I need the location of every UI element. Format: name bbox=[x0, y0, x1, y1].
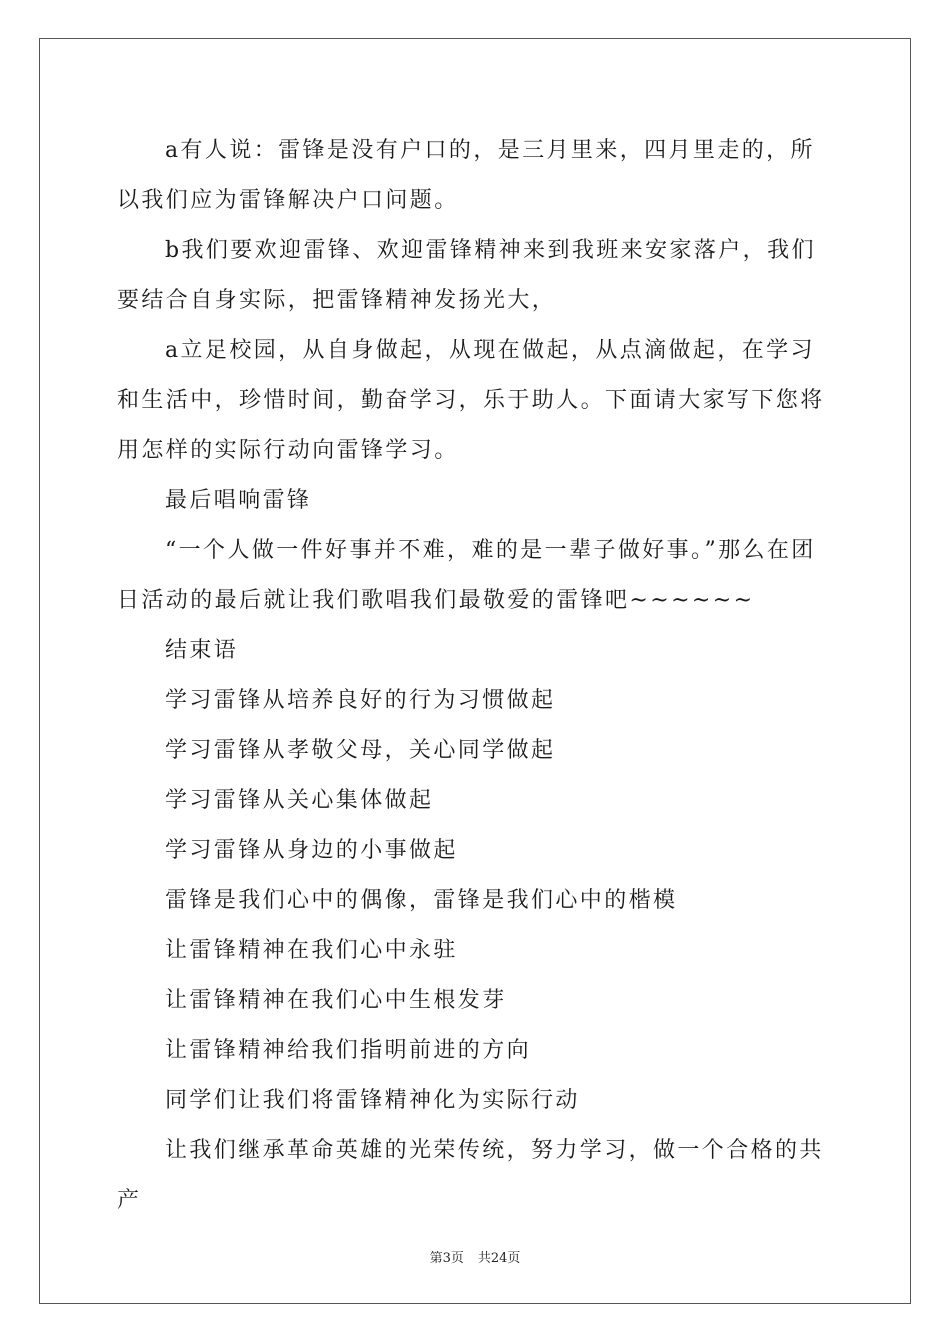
closing-line-5: 雷锋是我们心中的偶像，雷锋是我们心中的楷模 bbox=[165, 888, 678, 913]
closing-line-2: 学习雷锋从孝敬父母，关心同学做起 bbox=[165, 738, 556, 763]
closing-line-3: 学习雷锋从关心集体做起 bbox=[165, 788, 434, 813]
paragraph-3: a立足校园，从自身做起，从现在做起，从点滴做起，在学习和生活中，珍惜时间，勤奋学习，乐于助人。下面请大家写下您将用怎样的实际行动向雷锋学习。 bbox=[117, 338, 825, 463]
closing-line-7: 让雷锋精神在我们心中生根发芽 bbox=[165, 988, 507, 1013]
closing-line-1: 学习雷锋从培养良好的行为习惯做起 bbox=[165, 688, 556, 713]
closing-line-6: 让雷锋精神在我们心中永驻 bbox=[165, 938, 458, 963]
section-heading-sing: 最后唱响雷锋 bbox=[165, 488, 312, 513]
paragraph-1: a有人说：雷锋是没有户口的，是三月里来，四月里走的，所以我们应为雷锋解决户口问题。 bbox=[117, 138, 815, 213]
page-total: 共24页 bbox=[477, 1251, 521, 1266]
closing-line-10: 让我们继承革命英雄的光荣传统，努力学习，做一个合格的共产 bbox=[117, 1138, 824, 1213]
paragraph-quote: “一个人做一件好事并不难，难的是一辈子做好事。”那么在团日活动的最后就让我们歌唱我们最敬爱的雷锋吧~~~~~~ bbox=[117, 538, 816, 613]
page-number: 第3页 bbox=[429, 1251, 464, 1266]
section-heading-closing: 结束语 bbox=[165, 638, 239, 663]
closing-line-9: 同学们让我们将雷锋精神化为实际行动 bbox=[165, 1088, 580, 1113]
closing-line-8: 让雷锋精神给我们指明前进的方向 bbox=[165, 1038, 532, 1063]
closing-line-4: 学习雷锋从身边的小事做起 bbox=[165, 838, 458, 863]
paragraph-2: b我们要欢迎雷锋、欢迎雷锋精神来到我班来安家落户，我们要结合自身实际，把雷锋精神发扬光大， bbox=[117, 238, 816, 313]
document-body bbox=[117, 126, 837, 1226]
page-footer bbox=[0, 1247, 950, 1266]
